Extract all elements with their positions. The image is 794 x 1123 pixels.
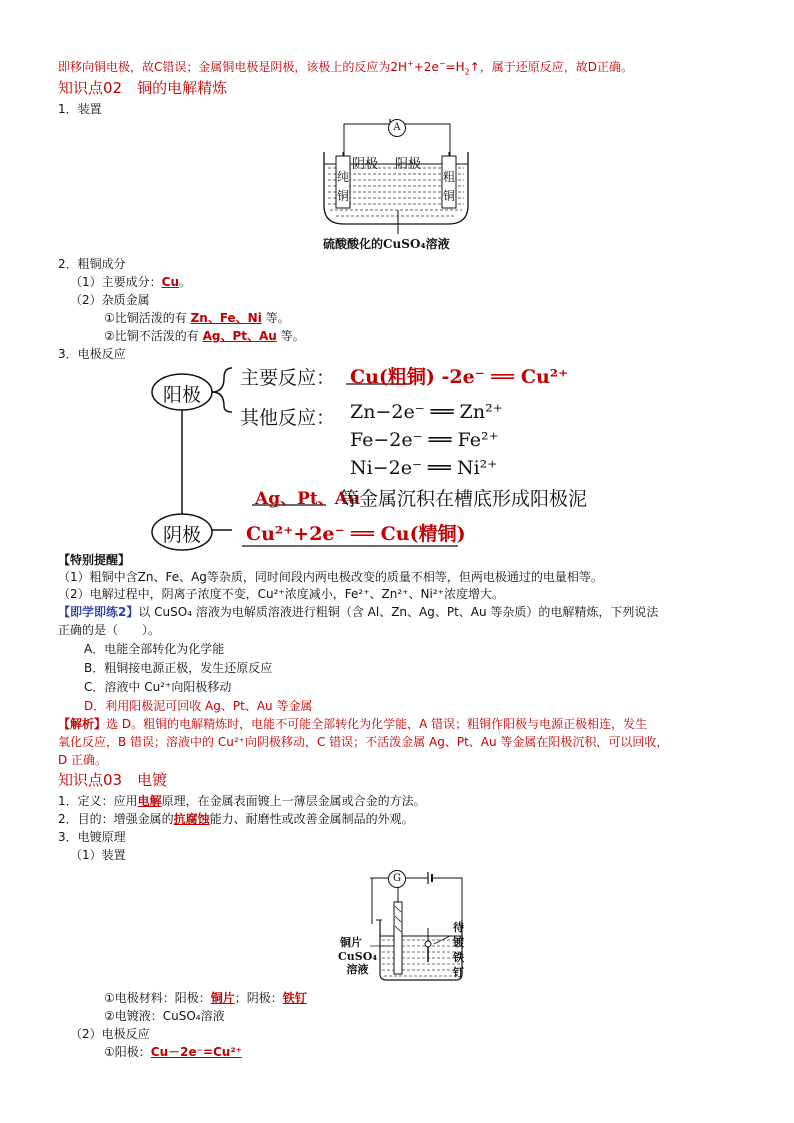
main-reaction-label: 主要反应： — [240, 367, 336, 389]
cathode-eq: Cu²⁺+2e⁻ ══ Cu(精铜) — [246, 523, 466, 545]
electrode-materials-line: ①电极材料：阳极：铜片；阴极：铁钉 — [104, 991, 307, 1005]
analysis-line-3: D 正确。 — [58, 753, 108, 767]
anode-reaction-line: ①阳极：Cu－2e⁻=Cu²⁺ — [104, 1045, 242, 1059]
heading-apparatus: 1．装置 — [58, 102, 102, 116]
heading-composition: 2．粗铜成分 — [58, 257, 126, 271]
heading-plating-apparatus: （1）装置 — [70, 848, 126, 862]
ammeter-icon: A — [388, 119, 406, 137]
section-title-kp03: 知识点03 电镀 — [58, 771, 168, 789]
copper-sheet-label: 铜片 — [340, 936, 362, 949]
inactive-impurities-line: ②比铜不活泼的有 Ag、Pt、Au 等。 — [104, 329, 305, 343]
section-title-kp02: 知识点02 铜的电解精炼 — [58, 79, 228, 97]
cathode-node: 阴极 — [163, 524, 202, 546]
other-reaction-label: 其他反应： — [240, 407, 336, 429]
eq-fe: Fe−2e⁻ ══ Fe²⁺ — [350, 429, 499, 451]
active-impurities-line: ①比铜活泼的有 Zn、Fe、Ni 等。 — [104, 311, 290, 325]
eq-zn: Zn−2e⁻ ══ Zn²⁺ — [350, 401, 503, 423]
tip-title: 【特别提醒】 — [58, 553, 131, 567]
impurity-heading: （2）杂质金属 — [70, 293, 150, 307]
anode-label: 阳极 — [395, 157, 422, 172]
heading-plating-reactions: （2）电极反应 — [70, 1027, 150, 1041]
crude-copper-label: 粗 铜 — [443, 170, 456, 203]
heading-plating-principle: 3．电镀原理 — [58, 830, 126, 844]
analysis-line-1: 【解析】选 D。粗铜的电解精炼时，电能不可能全部转化为化学能，A 错误；粗铜作阳极与电源正极相连，发生 — [58, 717, 648, 731]
iron-nail-label: 待 镀 铁 钉 — [453, 921, 464, 979]
cuso4-solution-label: CuSO₄ 溶液 — [338, 950, 378, 976]
tip-1: （1）粗铜中含Zn、Fe、Ag等杂质，同时间段内两电极改变的质量不相等，但两电极通过的电量相等。 — [58, 570, 603, 584]
exercise-question-line-1: 【即学即练2】以 CuSO₄ 溶液为电解质溶液进行粗铜（含 Al、Zn、Ag、Pt、Au 等杂质）的电解精炼，下列说法 — [58, 605, 659, 619]
definition-line: 1．定义：应用电解原理，在金属表面镀上一薄层金属或合金的方法。 — [58, 794, 426, 808]
tip-2: （2）电解过程中，阴离子浓度不变，Cu²⁺浓度减小，Fe²⁺、Zn²⁺、Ni²⁺浓度增大。 — [58, 587, 504, 601]
option-c: C．溶液中 Cu²⁺向阳极移动 — [84, 680, 232, 694]
analysis-line-2: 氧化反应，B 错误；溶液中的 Cu²⁺向阴极移动，C 错误；不活泼金属 Ag、Pt、Au 等金属在阳极沉积，可以回收， — [58, 735, 669, 749]
anode-mud-text: 等金属沉积在槽底形成阳极泥 — [340, 488, 588, 510]
galvanometer-icon: G — [388, 870, 406, 888]
heading-electrode-reactions: 3．电极反应 — [58, 347, 126, 361]
anode-mud-metals: Ag、Pt、Au — [255, 489, 361, 509]
solution-caption: 硫酸酸化的CuSO₄溶液 — [323, 237, 450, 251]
main-reaction-eq: Cu(粗铜) -2e⁻ ══ Cu²⁺ — [350, 366, 569, 388]
option-d: D．利用阳极泥可回收 Ag、Pt、Au 等金属 — [84, 699, 313, 713]
pure-copper-label: 纯 铜 — [337, 170, 350, 203]
purpose-line: 2．目的：增强金属的抗腐蚀能力、耐磨性或改善金属制品的外观。 — [58, 812, 414, 826]
anode-node: 阳极 — [163, 384, 202, 406]
main-component-line: （1）主要成分：Cu。 — [70, 275, 192, 289]
option-b: B．粗铜接电源正极，发生还原反应 — [84, 661, 273, 675]
plating-solution-line: ②电镀液：CuSO₄溶液 — [104, 1009, 225, 1023]
cathode-label: 阴极 — [352, 157, 379, 172]
option-a: A．电能全部转化为化学能 — [84, 642, 225, 656]
eq-ni: Ni−2e⁻ ══ Ni²⁺ — [350, 457, 498, 479]
exercise-question-line-2: 正确的是（ ）。 — [58, 623, 161, 637]
top-continuation-line: 即移向铜电极，故C错误；金属铜电极是阴极，该极上的反应为$2H^++2e^-=H_2↑$，属于还原反应，故D正确。 — [58, 59, 633, 77]
